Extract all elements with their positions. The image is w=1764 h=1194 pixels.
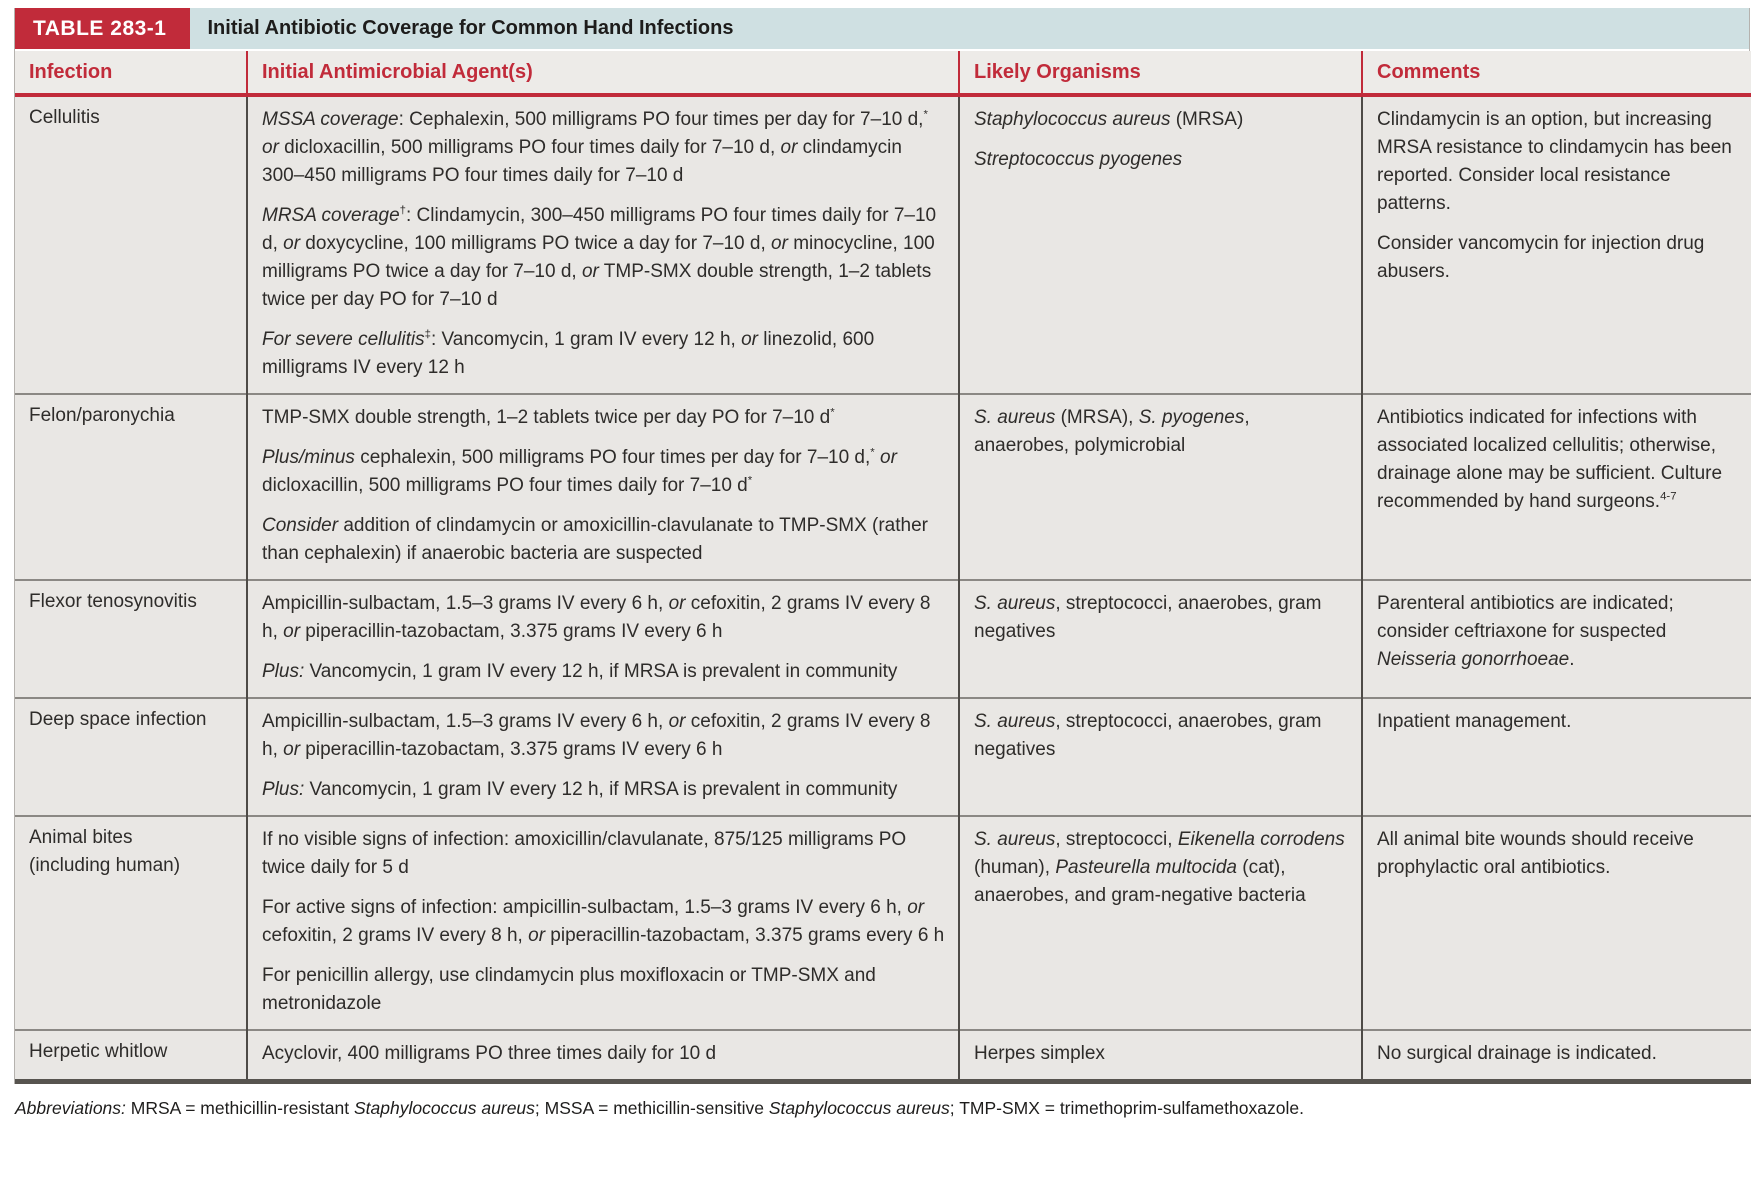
agents-cell [247, 698, 959, 816]
header-row [15, 51, 1751, 95]
text-segment: Abbreviations: [15, 1098, 126, 1118]
infection-name: Cellulitis [29, 107, 100, 128]
text-segment: or [668, 593, 686, 614]
abbreviations-footnote [14, 1084, 1750, 1120]
text-segment: Inpatient management. [1377, 711, 1572, 732]
text-segment: (MRSA) [1170, 109, 1244, 130]
text-segment: Plus: [262, 661, 305, 682]
text-segment: Vancomycin, 1 gram IV every 12 h, if MRSA is prevalent in community [304, 779, 898, 800]
text-segment: or [283, 233, 301, 254]
text-segment: For severe cellulitis [262, 329, 425, 350]
agents-cell [247, 394, 959, 580]
text-segment: Neisseria gonorrhoeae [1377, 649, 1570, 670]
infection-name: Deep space infection [29, 709, 207, 730]
paragraph [262, 658, 945, 686]
paragraph [262, 202, 945, 314]
comments-cell [1362, 816, 1751, 1030]
text-segment: Eikenella corrodens [1177, 829, 1345, 850]
text-segment: ; TMP-SMX = trimethoprim-sulfamethoxazole. [949, 1098, 1304, 1118]
comments-cell [1362, 1030, 1751, 1082]
text-segment: Acyclovir, 400 milligrams PO three times daily for 10 d [262, 1043, 717, 1064]
table-body [15, 95, 1751, 1082]
comments-cell [1362, 580, 1751, 698]
table-title: Initial Antibiotic Coverage for Common Hand Infections [207, 17, 734, 39]
text-segment: or [283, 621, 301, 642]
paragraph [15, 1096, 1748, 1120]
text-segment: dicloxacillin, 500 milligrams PO four times daily for 7–10 d [262, 475, 748, 496]
table-number-label: TABLE 283-1 [15, 8, 190, 49]
text-segment: Clindamycin is an option, but increasing MRSA resistance to clindamycin has been reported. Consider local resistance patterns. [1377, 109, 1732, 214]
text-segment: or [581, 261, 599, 282]
infection-cell [15, 1030, 247, 1082]
paragraph [262, 106, 945, 190]
footnote-marker: * [870, 446, 875, 459]
text-segment: S. aureus [974, 407, 1056, 428]
table-row [15, 580, 1751, 698]
text-segment: MRSA = methicillin-resistant [125, 1098, 354, 1118]
paragraph [974, 826, 1348, 910]
text-segment: minocycline, 100 milligrams PO twice a day for 7–10 d, [262, 233, 935, 282]
text-segment: Consider [262, 515, 339, 536]
paragraph [262, 962, 945, 1018]
comments-cell [1362, 394, 1751, 580]
paragraph [262, 444, 945, 500]
organisms-cell [959, 394, 1362, 580]
text-segment: S. aureus [974, 593, 1056, 614]
text-segment: MSSA coverage [262, 109, 399, 130]
organisms-cell [959, 698, 1362, 816]
agents-cell [247, 816, 959, 1030]
text-segment: For penicillin allergy, use clindamycin plus moxifloxacin or TMP-SMX and metronidazole [262, 965, 876, 1014]
footnote-marker: * [747, 474, 753, 487]
text-segment: addition of clindamycin or amoxicillin-clavulanate to TMP-SMX (rather than cephalexin) if anaerobic bacteria are suspected [262, 515, 928, 564]
text-segment: Ampicillin-sulbactam, 1.5–3 grams IV every 6 h, [262, 593, 669, 614]
text-segment: dicloxacillin, 500 milligrams PO four times daily for 7–10 d, [278, 137, 781, 158]
infection-name: (including human) [29, 855, 181, 876]
paragraph [1377, 826, 1738, 882]
paragraph [974, 1040, 1348, 1068]
paragraph [262, 590, 945, 646]
text-segment: cefoxitin, 2 grams IV every 8 h, [262, 711, 931, 760]
paragraph [262, 894, 945, 950]
infection-cell [15, 394, 247, 580]
text-segment: (cat), anaerobes, and gram-negative bacteria [974, 857, 1306, 906]
text-segment: (human), [974, 857, 1056, 878]
paragraph [974, 708, 1348, 764]
text-segment: Herpes simplex [974, 1043, 1105, 1064]
infection-name: Herpetic whitlow [29, 1041, 168, 1062]
text-segment: Pasteurella multocida [1055, 857, 1237, 878]
text-segment: Vancomycin, 1 gram IV every 12 h, if MRSA is prevalent in community [304, 661, 898, 682]
paragraph [262, 512, 945, 568]
column-header-comments: Comments [1362, 51, 1751, 95]
table-row [15, 394, 1751, 580]
organisms-cell [959, 1030, 1362, 1082]
text-segment: piperacillin-tazobactam, 3.375 grams every 6 h [545, 925, 945, 946]
text-segment: Consider vancomycin for injection drug abusers. [1377, 233, 1705, 282]
column-header-infection: Infection [15, 51, 247, 95]
text-segment: doxycycline, 100 milligrams PO twice a day for 7–10 d, [300, 233, 772, 254]
text-segment: No surgical drainage is indicated. [1377, 1043, 1657, 1064]
paragraph [974, 404, 1348, 460]
footnote-marker: * [923, 108, 928, 121]
paragraph [262, 708, 945, 764]
text-segment: Plus: [262, 779, 305, 800]
text-segment: clindamycin 300–450 milligrams PO four times daily for 7–10 d [262, 137, 902, 186]
paragraph [1377, 230, 1738, 286]
text-segment: or [907, 897, 925, 918]
text-segment: All animal bite wounds should receive prophylactic oral antibiotics. [1377, 829, 1694, 878]
text-segment: Plus/minus [262, 447, 355, 468]
agents-cell [247, 1030, 959, 1082]
text-segment: : Clindamycin, 300–450 milligrams PO four times daily for 7–10 d, [262, 205, 937, 254]
text-segment: MRSA coverage [262, 205, 400, 226]
table-row [15, 1030, 1751, 1082]
text-segment: Streptococcus pyogenes [974, 149, 1183, 170]
text-segment: or [880, 447, 897, 468]
table-title-bar [15, 8, 1749, 51]
text-segment: . [1569, 649, 1575, 670]
text-segment: or [668, 711, 686, 732]
infections-table [15, 51, 1751, 1084]
text-segment: Staphylococcus aureus [768, 1098, 950, 1118]
antibiotic-coverage-table [14, 8, 1750, 1084]
text-segment: , anaerobes, polymicrobial [974, 407, 1250, 456]
organisms-cell [959, 580, 1362, 698]
table-row [15, 698, 1751, 816]
infection-name: Felon/paronychia [29, 405, 175, 426]
footnote-marker: † [399, 204, 406, 217]
text-segment: Parenteral antibiotics are indicated; consider ceftriaxone for suspected [1377, 593, 1674, 642]
infection-name: Animal bites [29, 827, 133, 848]
table-header [15, 51, 1751, 95]
table-row [15, 816, 1751, 1030]
comments-cell [1362, 95, 1751, 394]
infection-cell [15, 816, 247, 1030]
text-segment: linezolid, 600 milligrams IV every 12 h [262, 329, 875, 378]
text-segment: cephalexin, 500 milligrams PO four times per day for 7–10 d, [354, 447, 871, 468]
text-segment: or [262, 137, 279, 158]
text-segment: : Cephalexin, 500 milligrams PO four times per day for 7–10 d, [398, 109, 924, 130]
text-segment: Antibiotics indicated for infections with associated localized cellulitis; otherwise, drainage alone may be sufficient. Culture recommended by hand surgeons. [1377, 407, 1723, 512]
text-segment: cefoxitin, 2 grams IV every 8 h, [262, 593, 931, 642]
comments-cell [1362, 698, 1751, 816]
text-segment: Staphylococcus aureus [353, 1098, 535, 1118]
paragraph [1377, 708, 1738, 736]
infection-name: Flexor tenosynovitis [29, 591, 197, 612]
text-segment: or [780, 137, 798, 158]
paragraph [1377, 590, 1738, 674]
agents-cell [247, 95, 959, 394]
text-segment: S. aureus [974, 711, 1056, 732]
paragraph [262, 326, 945, 382]
text-segment: , streptococci, anaerobes, gram negatives [974, 593, 1322, 642]
text-segment: : Vancomycin, 1 gram IV every 12 h, [430, 329, 742, 350]
text-segment: piperacillin-tazobactam, 3.375 grams IV every 6 h [300, 621, 723, 642]
text-segment: TMP-SMX double strength, 1–2 tablets twice per day PO for 7–10 d [262, 261, 932, 310]
text-segment: or [528, 925, 546, 946]
paragraph [974, 590, 1348, 646]
text-segment: (MRSA), [1055, 407, 1139, 428]
text-segment: S. pyogenes [1138, 407, 1245, 428]
paragraph [262, 1040, 945, 1068]
paragraph [262, 776, 945, 804]
text-segment: ; MSSA = methicillin-sensitive [534, 1098, 769, 1118]
footnote-marker: * [830, 406, 835, 419]
organisms-cell [959, 816, 1362, 1030]
text-segment: , streptococci, anaerobes, gram negatives [974, 711, 1322, 760]
paragraph [1377, 404, 1738, 516]
column-header-agents: Initial Antimicrobial Agent(s) [247, 51, 959, 95]
organisms-cell [959, 95, 1362, 394]
column-header-organisms: Likely Organisms [959, 51, 1362, 95]
footnote-marker: ‡ [424, 328, 431, 341]
text-segment: TMP-SMX double strength, 1–2 tablets twice per day PO for 7–10 d [262, 407, 831, 428]
paragraph [262, 826, 945, 882]
paragraph [1377, 1040, 1738, 1068]
text-segment: piperacillin-tazobactam, 3.375 grams IV every 6 h [300, 739, 723, 760]
table-row [15, 95, 1751, 394]
text-segment: For active signs of infection: ampicillin-sulbactam, 1.5–3 grams IV every 6 h, [262, 897, 908, 918]
paragraph [974, 106, 1348, 134]
infection-cell [15, 698, 247, 816]
text-segment: cefoxitin, 2 grams IV every 8 h, [262, 925, 529, 946]
text-segment: S. aureus [974, 829, 1056, 850]
text-segment: Staphylococcus aureus [974, 109, 1171, 130]
agents-cell [247, 580, 959, 698]
text-segment: or [771, 233, 788, 254]
paragraph [262, 404, 945, 432]
infection-cell [15, 580, 247, 698]
paragraph [1377, 106, 1738, 218]
text-segment: Ampicillin-sulbactam, 1.5–3 grams IV every 6 h, [262, 711, 669, 732]
text-segment: or [741, 329, 758, 350]
footnote-marker: 4-7 [1660, 490, 1677, 503]
text-segment: , streptococci, [1055, 829, 1178, 850]
infection-cell [15, 95, 247, 394]
text-segment: or [283, 739, 301, 760]
paragraph [974, 146, 1348, 174]
text-segment: If no visible signs of infection: amoxicillin/clavulanate, 875/125 milligrams PO twice daily for 5 d [262, 829, 907, 878]
